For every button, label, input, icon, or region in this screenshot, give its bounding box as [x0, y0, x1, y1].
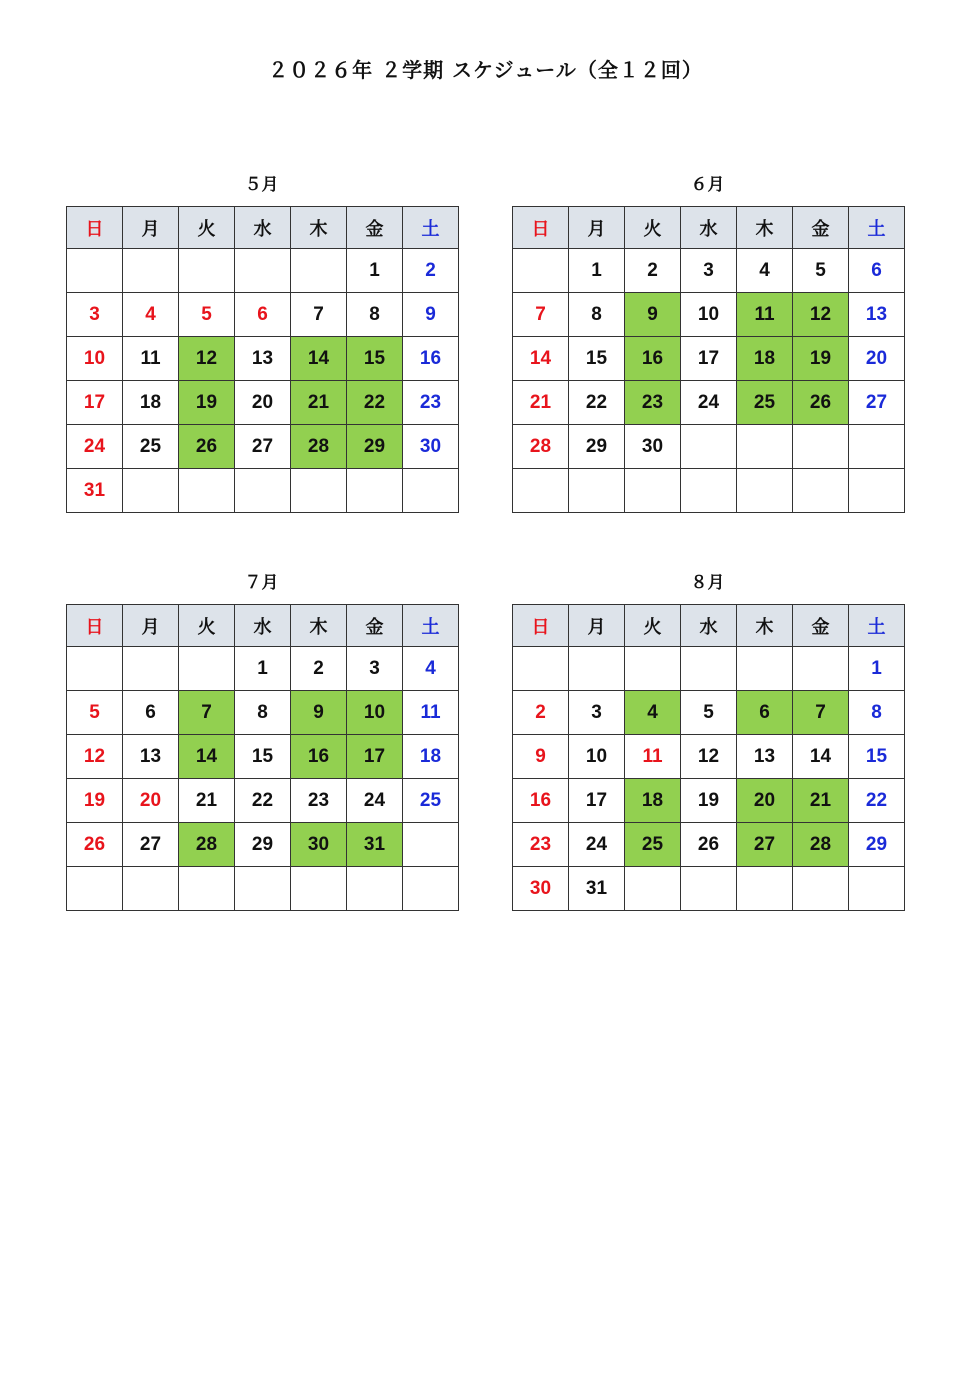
empty-day-cell	[179, 647, 235, 691]
empty-day-cell	[793, 647, 849, 691]
empty-day-cell	[403, 867, 459, 911]
month-calendar-july	[66, 570, 457, 911]
calendar-table	[66, 604, 459, 911]
day-cell: 7	[291, 293, 347, 337]
day-cell: 30	[513, 867, 569, 911]
day-cell: 26	[179, 425, 235, 469]
day-cell: 14	[179, 735, 235, 779]
week-row	[513, 337, 905, 381]
weekday-header-row	[67, 605, 459, 647]
week-row	[513, 469, 905, 513]
empty-day-cell	[67, 647, 123, 691]
day-cell: 16	[403, 337, 459, 381]
week-row	[67, 735, 459, 779]
empty-day-cell	[681, 469, 737, 513]
week-row	[67, 647, 459, 691]
day-cell: 17	[681, 337, 737, 381]
empty-day-cell	[123, 249, 179, 293]
empty-day-cell	[625, 647, 681, 691]
weekday-header: 金	[347, 605, 403, 647]
empty-day-cell	[67, 867, 123, 911]
weekday-header: 土	[849, 207, 905, 249]
day-cell: 16	[625, 337, 681, 381]
weekday-header: 月	[123, 207, 179, 249]
empty-day-cell	[179, 867, 235, 911]
weekday-header-row	[67, 207, 459, 249]
empty-day-cell	[235, 867, 291, 911]
day-cell: 8	[347, 293, 403, 337]
weekday-header: 木	[291, 207, 347, 249]
day-cell: 4	[403, 647, 459, 691]
day-cell: 28	[793, 823, 849, 867]
day-cell: 15	[849, 735, 905, 779]
day-cell: 1	[569, 249, 625, 293]
day-cell: 11	[625, 735, 681, 779]
weekday-header: 水	[235, 605, 291, 647]
day-cell: 4	[123, 293, 179, 337]
day-cell: 7	[179, 691, 235, 735]
weekday-header: 土	[403, 605, 459, 647]
empty-day-cell	[347, 469, 403, 513]
weekday-header: 日	[513, 605, 569, 647]
day-cell: 10	[347, 691, 403, 735]
day-cell: 6	[235, 293, 291, 337]
day-cell: 15	[235, 735, 291, 779]
day-cell: 24	[67, 425, 123, 469]
day-cell: 8	[569, 293, 625, 337]
day-cell: 23	[291, 779, 347, 823]
day-cell: 2	[625, 249, 681, 293]
day-cell: 25	[625, 823, 681, 867]
empty-day-cell	[123, 867, 179, 911]
day-cell: 19	[179, 381, 235, 425]
day-cell: 22	[235, 779, 291, 823]
empty-day-cell	[403, 469, 459, 513]
day-cell: 7	[793, 691, 849, 735]
empty-day-cell	[123, 469, 179, 513]
weekday-header: 金	[347, 207, 403, 249]
day-cell: 3	[681, 249, 737, 293]
day-cell: 30	[403, 425, 459, 469]
day-cell: 2	[403, 249, 459, 293]
day-cell: 13	[737, 735, 793, 779]
day-cell: 12	[681, 735, 737, 779]
day-cell: 11	[403, 691, 459, 735]
day-cell: 14	[513, 337, 569, 381]
day-cell: 20	[849, 337, 905, 381]
day-cell: 5	[179, 293, 235, 337]
empty-day-cell	[681, 867, 737, 911]
empty-day-cell	[849, 469, 905, 513]
day-cell: 17	[67, 381, 123, 425]
day-cell: 19	[793, 337, 849, 381]
page-title: ２０２６年 ２学期 スケジュール（全１２回）	[268, 58, 703, 82]
weekday-header: 日	[67, 207, 123, 249]
day-cell: 22	[849, 779, 905, 823]
day-cell: 27	[849, 381, 905, 425]
day-cell: 3	[347, 647, 403, 691]
day-cell: 26	[67, 823, 123, 867]
day-cell: 25	[737, 381, 793, 425]
day-cell: 18	[403, 735, 459, 779]
empty-day-cell	[849, 867, 905, 911]
weekday-header: 日	[513, 207, 569, 249]
day-cell: 26	[681, 823, 737, 867]
day-cell: 28	[513, 425, 569, 469]
week-row	[67, 823, 459, 867]
day-cell: 1	[347, 249, 403, 293]
month-title: ５月	[244, 175, 279, 195]
day-cell: 31	[67, 469, 123, 513]
day-cell: 29	[569, 425, 625, 469]
day-cell: 1	[235, 647, 291, 691]
weekday-header: 日	[67, 605, 123, 647]
weekday-header: 月	[569, 605, 625, 647]
day-cell: 13	[235, 337, 291, 381]
day-cell: 18	[625, 779, 681, 823]
day-cell: 5	[793, 249, 849, 293]
day-cell: 22	[569, 381, 625, 425]
day-cell: 3	[569, 691, 625, 735]
day-cell: 21	[291, 381, 347, 425]
day-cell: 29	[849, 823, 905, 867]
week-row	[513, 647, 905, 691]
week-row	[513, 249, 905, 293]
day-cell: 10	[681, 293, 737, 337]
day-cell: 10	[67, 337, 123, 381]
day-cell: 12	[67, 735, 123, 779]
day-cell: 24	[347, 779, 403, 823]
week-row	[513, 779, 905, 823]
week-row	[67, 691, 459, 735]
day-cell: 15	[347, 337, 403, 381]
week-row	[67, 337, 459, 381]
week-row	[67, 293, 459, 337]
day-cell: 27	[235, 425, 291, 469]
day-cell: 14	[291, 337, 347, 381]
day-cell: 14	[793, 735, 849, 779]
empty-day-cell	[625, 469, 681, 513]
empty-day-cell	[681, 647, 737, 691]
day-cell: 20	[737, 779, 793, 823]
week-row	[513, 293, 905, 337]
empty-day-cell	[793, 425, 849, 469]
day-cell: 2	[291, 647, 347, 691]
empty-day-cell	[681, 425, 737, 469]
day-cell: 8	[849, 691, 905, 735]
day-cell: 29	[235, 823, 291, 867]
weekday-header: 金	[793, 605, 849, 647]
empty-day-cell	[793, 867, 849, 911]
day-cell: 18	[737, 337, 793, 381]
empty-day-cell	[513, 647, 569, 691]
day-cell: 4	[737, 249, 793, 293]
day-cell: 30	[625, 425, 681, 469]
week-row	[513, 425, 905, 469]
day-cell: 20	[123, 779, 179, 823]
week-row	[67, 425, 459, 469]
empty-day-cell	[347, 867, 403, 911]
day-cell: 30	[291, 823, 347, 867]
day-cell: 12	[793, 293, 849, 337]
calendar-table	[512, 604, 905, 911]
day-cell: 9	[291, 691, 347, 735]
empty-day-cell	[513, 469, 569, 513]
day-cell: 23	[513, 823, 569, 867]
calendar-table	[66, 206, 459, 513]
month-calendar-august	[512, 570, 903, 911]
empty-day-cell	[737, 469, 793, 513]
day-cell: 9	[513, 735, 569, 779]
empty-day-cell	[793, 469, 849, 513]
day-cell: 13	[849, 293, 905, 337]
day-cell: 3	[67, 293, 123, 337]
week-row	[513, 735, 905, 779]
day-cell: 25	[123, 425, 179, 469]
week-row	[513, 381, 905, 425]
day-cell: 26	[793, 381, 849, 425]
day-cell: 28	[291, 425, 347, 469]
day-cell: 16	[513, 779, 569, 823]
empty-day-cell	[737, 647, 793, 691]
day-cell: 12	[179, 337, 235, 381]
day-cell: 2	[513, 691, 569, 735]
empty-day-cell	[849, 425, 905, 469]
day-cell: 31	[347, 823, 403, 867]
empty-day-cell	[625, 867, 681, 911]
weekday-header: 木	[737, 207, 793, 249]
day-cell: 24	[681, 381, 737, 425]
day-cell: 11	[123, 337, 179, 381]
day-cell: 23	[403, 381, 459, 425]
day-cell: 5	[67, 691, 123, 735]
month-calendar-may	[66, 172, 457, 513]
day-cell: 18	[123, 381, 179, 425]
day-cell: 9	[625, 293, 681, 337]
empty-day-cell	[235, 249, 291, 293]
day-cell: 17	[569, 779, 625, 823]
empty-day-cell	[737, 867, 793, 911]
day-cell: 29	[347, 425, 403, 469]
weekday-header: 木	[737, 605, 793, 647]
empty-day-cell	[291, 249, 347, 293]
empty-day-cell	[569, 469, 625, 513]
day-cell: 9	[403, 293, 459, 337]
empty-day-cell	[291, 469, 347, 513]
day-cell: 27	[123, 823, 179, 867]
day-cell: 7	[513, 293, 569, 337]
month-title: ８月	[690, 573, 725, 593]
weekday-header-row	[513, 207, 905, 249]
day-cell: 22	[347, 381, 403, 425]
month-calendar-june	[512, 172, 903, 513]
empty-day-cell	[291, 867, 347, 911]
day-cell: 28	[179, 823, 235, 867]
day-cell: 21	[179, 779, 235, 823]
weekday-header: 月	[123, 605, 179, 647]
weekday-header: 火	[625, 605, 681, 647]
weekday-header: 土	[849, 605, 905, 647]
day-cell: 6	[123, 691, 179, 735]
weekday-header: 火	[179, 605, 235, 647]
week-row	[67, 779, 459, 823]
day-cell: 11	[737, 293, 793, 337]
day-cell: 16	[291, 735, 347, 779]
day-cell: 6	[849, 249, 905, 293]
day-cell: 8	[235, 691, 291, 735]
week-row	[67, 867, 459, 911]
empty-day-cell	[67, 249, 123, 293]
weekday-header: 水	[681, 605, 737, 647]
month-title: ６月	[690, 175, 725, 195]
day-cell: 19	[681, 779, 737, 823]
empty-day-cell	[513, 249, 569, 293]
weekday-header: 水	[235, 207, 291, 249]
empty-day-cell	[737, 425, 793, 469]
week-row	[67, 469, 459, 513]
week-row	[513, 823, 905, 867]
day-cell: 23	[625, 381, 681, 425]
empty-day-cell	[123, 647, 179, 691]
day-cell: 10	[569, 735, 625, 779]
day-cell: 15	[569, 337, 625, 381]
empty-day-cell	[179, 249, 235, 293]
day-cell: 13	[123, 735, 179, 779]
day-cell: 4	[625, 691, 681, 735]
day-cell: 25	[403, 779, 459, 823]
weekday-header: 土	[403, 207, 459, 249]
week-row	[513, 867, 905, 911]
calendar-table	[512, 206, 905, 513]
day-cell: 31	[569, 867, 625, 911]
weekday-header: 木	[291, 605, 347, 647]
day-cell: 6	[737, 691, 793, 735]
day-cell: 17	[347, 735, 403, 779]
week-row	[513, 691, 905, 735]
week-row	[67, 381, 459, 425]
empty-day-cell	[569, 647, 625, 691]
weekday-header: 月	[569, 207, 625, 249]
day-cell: 20	[235, 381, 291, 425]
weekday-header: 火	[625, 207, 681, 249]
weekday-header-row	[513, 605, 905, 647]
weekday-header: 水	[681, 207, 737, 249]
day-cell: 21	[793, 779, 849, 823]
day-cell: 1	[849, 647, 905, 691]
day-cell: 21	[513, 381, 569, 425]
empty-day-cell	[235, 469, 291, 513]
empty-day-cell	[179, 469, 235, 513]
month-title: ７月	[244, 573, 279, 593]
empty-day-cell	[403, 823, 459, 867]
day-cell: 19	[67, 779, 123, 823]
day-cell: 5	[681, 691, 737, 735]
weekday-header: 火	[179, 207, 235, 249]
day-cell: 24	[569, 823, 625, 867]
week-row	[67, 249, 459, 293]
weekday-header: 金	[793, 207, 849, 249]
day-cell: 27	[737, 823, 793, 867]
